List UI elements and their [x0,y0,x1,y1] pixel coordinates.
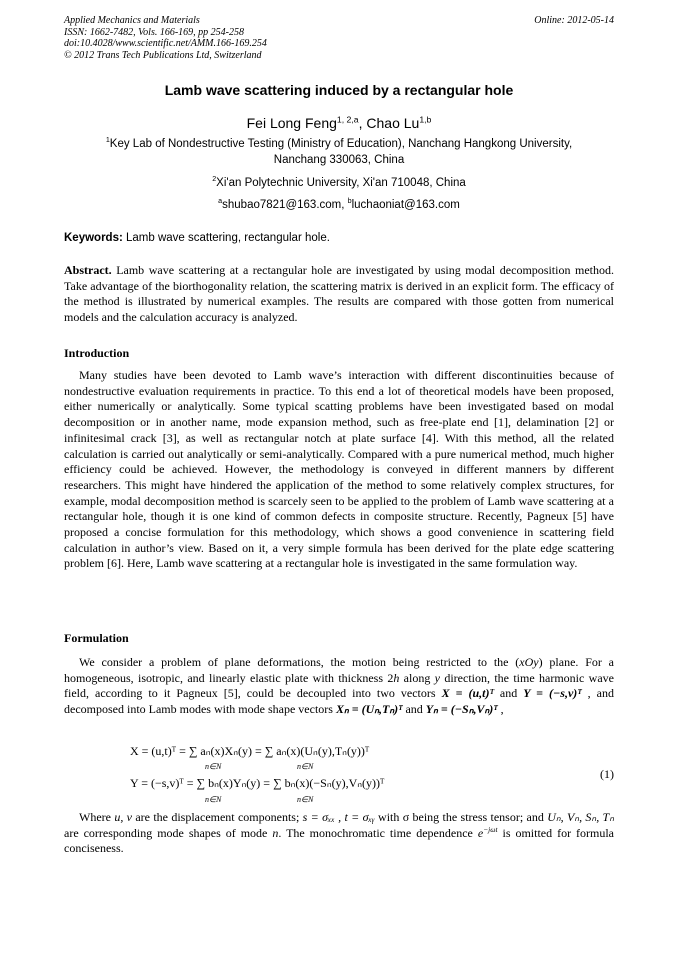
keywords-label: Keywords: [64,232,123,244]
sum-subscript: n∈N [297,795,314,804]
author-2-affil: 1,b [419,114,432,125]
text-span: is omitted for formula conciseness. [64,825,614,856]
text-span: We consider a problem of plane deformations, the motion being restricted to the ( [79,655,520,669]
author-separator: , [358,115,367,131]
aff2-text: Xi'an Polytechnic University, Xi'an 710048, China [216,177,466,189]
author-1-affil: 1, 2,a [336,114,359,125]
text-span: along [399,670,435,685]
introduction-paragraph: Many studies have been devoted to Lamb wave’s interaction with different discontinuities because of nondestructive evaluation requirements in practice. To this end a lot of theoretical models have been proposed, either numerically or analytically. Some typical scatting problems have been investigated based on modal decomposition or in another name, mode expansion method, such as free-plate end [1], delamination [2] or infinitesimal crack [3], as well as rectangular notch at plate surface [4]. With this method, all the related calculation is carried out analytically or semi-analytically. Compared with a pure numerical method, much higher efficiency could be achieved. However, the methodology is conveyed in different manners by different researchers. This might have hindered the application of the method to some relatively complex structures, for example, modal decomposition method is scarcely seen to be applied to the problem of Lamb wave scattering at a rectangular hole, though it is one kind of common defects in composite structure. Recently, Pagneux [5] have proposed a concise formulation for this methodology, which shows a good convenience in scattering field calculation in author’s view. Based on it, a very simple formula has been derived for the plate edge scattering problem [6]. Here, Lamb wave scattering at a rectangular hole is investigated in the same formulation way. [64,368,614,571]
math-mode-y: Yₙ = (−Sₙ,Vₙ)ᵀ [425,702,498,717]
text-span: ) plane. For a homogeneous, isotropic, and linearly elastic plate with thickness 2 [64,655,614,685]
author-line [0,115,678,131]
math-h: h [393,670,400,685]
sum-subscript: n∈N [205,762,222,771]
math-mode-x: Xₙ = (Uₙ,Tₙ)ᵀ [335,702,403,717]
email-b: luchaoniat@163.com [351,199,460,211]
email-a: shubao7821@163.com, [222,199,348,211]
journal-header [64,15,267,61]
equation-number: (1) [600,767,614,781]
journal-name: Applied Mechanics and Materials [64,15,200,26]
text-span: , [497,702,504,717]
keywords-text: Lamb wave scattering, rectangular hole. [122,232,330,244]
journal-issn: ISSN: 1662-7482, Vols. 166-169, pp 254-258 [64,26,244,38]
affiliation-2 [0,175,678,191]
author-1: Fei Long Feng [246,115,337,131]
abstract-text: Lamb wave scattering at a rectangular hole are investigated by using modal decomposition method. Take advantage of the biorthogonality relation, the scattering matrix is derived in an explicit form. The efficacy of the method is illustrated by numerical examples. The results are compared with those gotten from numerical models and the calculation accuracy is analyzed. [64,263,614,325]
text-span: with σ being the stress tensor; and [374,810,548,824]
keywords [64,232,330,244]
journal-copyright: © 2012 Trans Tech Publications Ltd, Switzerland [64,49,262,61]
text-span: are the displacement components; [132,810,303,824]
abstract [64,263,614,326]
text-span: are corresponding mode shapes of mode [64,825,273,840]
paper-title: Lamb wave scattering induced by a rectangular hole [164,82,514,98]
aff1-mark: 1 [105,136,110,145]
email-a-mark: a [218,197,223,206]
formulation-paragraph-1 [64,655,614,718]
abstract-label: Abstract. [64,263,112,277]
math-vector-x: X = (u,t)ᵀ [441,686,494,701]
math-y: y [434,670,440,685]
text-span: and [402,702,426,717]
text-span: . The monochromatic time dependence [278,825,478,840]
math-modes: Uₙ, Vₙ, Sₙ, Tₙ [547,810,614,824]
math-n: n [272,825,279,840]
affiliation-1 [0,136,678,168]
math-exp-power: −jωt [483,824,498,834]
math-plane: xOy [519,655,539,669]
text-span: Where [79,810,115,824]
text-span: direction, the time harmonic wave field, according to it Pagneux [5], could be decoupled into two vectors [64,670,614,701]
math-uv: u, v [114,810,132,824]
section-heading-formulation: Formulation [64,631,129,645]
math-vector-y: Y = (−s,v)ᵀ [523,686,582,701]
formulation-paragraph-2 [64,810,614,857]
aff1-line2: Nanchang 330063, China [273,154,405,166]
journal-doi: doi:10.4028/www.scientific.net/AMM.166-169.254 [64,38,267,49]
math-stress: s = σₓₓ , t = σₓᵧ [302,810,375,824]
math-exp: e [477,825,484,840]
author-2: Chao Lu [366,115,420,131]
equation-1a: X = (u,t)ᵀ = ∑ aₙ(x)Xₙ(y) = ∑ aₙ(x)(Uₙ(y),Tₙ(y))ᵀ [130,744,370,758]
emails [0,197,678,213]
aff2-mark: 2 [212,175,217,184]
sum-subscript: n∈N [205,795,222,804]
equation-1b: Y = (−s,v)ᵀ = ∑ bₙ(x)Yₙ(y) = ∑ bₙ(x)(−Sₙ(y),Vₙ(y))ᵀ [130,776,385,790]
text-span: , and decomposed into Lamb modes with mode shape vectors [64,686,615,717]
email-b-mark: b [347,197,352,206]
online-date: Online: 2012-05-14 [534,15,614,26]
text-span: and [493,686,524,701]
aff1-line1: Key Lab of Nondestructive Testing (Ministry of Education), Nanchang Hangkong University, [109,138,573,150]
section-heading-introduction: Introduction [64,346,130,360]
sum-subscript: n∈N [297,762,314,771]
